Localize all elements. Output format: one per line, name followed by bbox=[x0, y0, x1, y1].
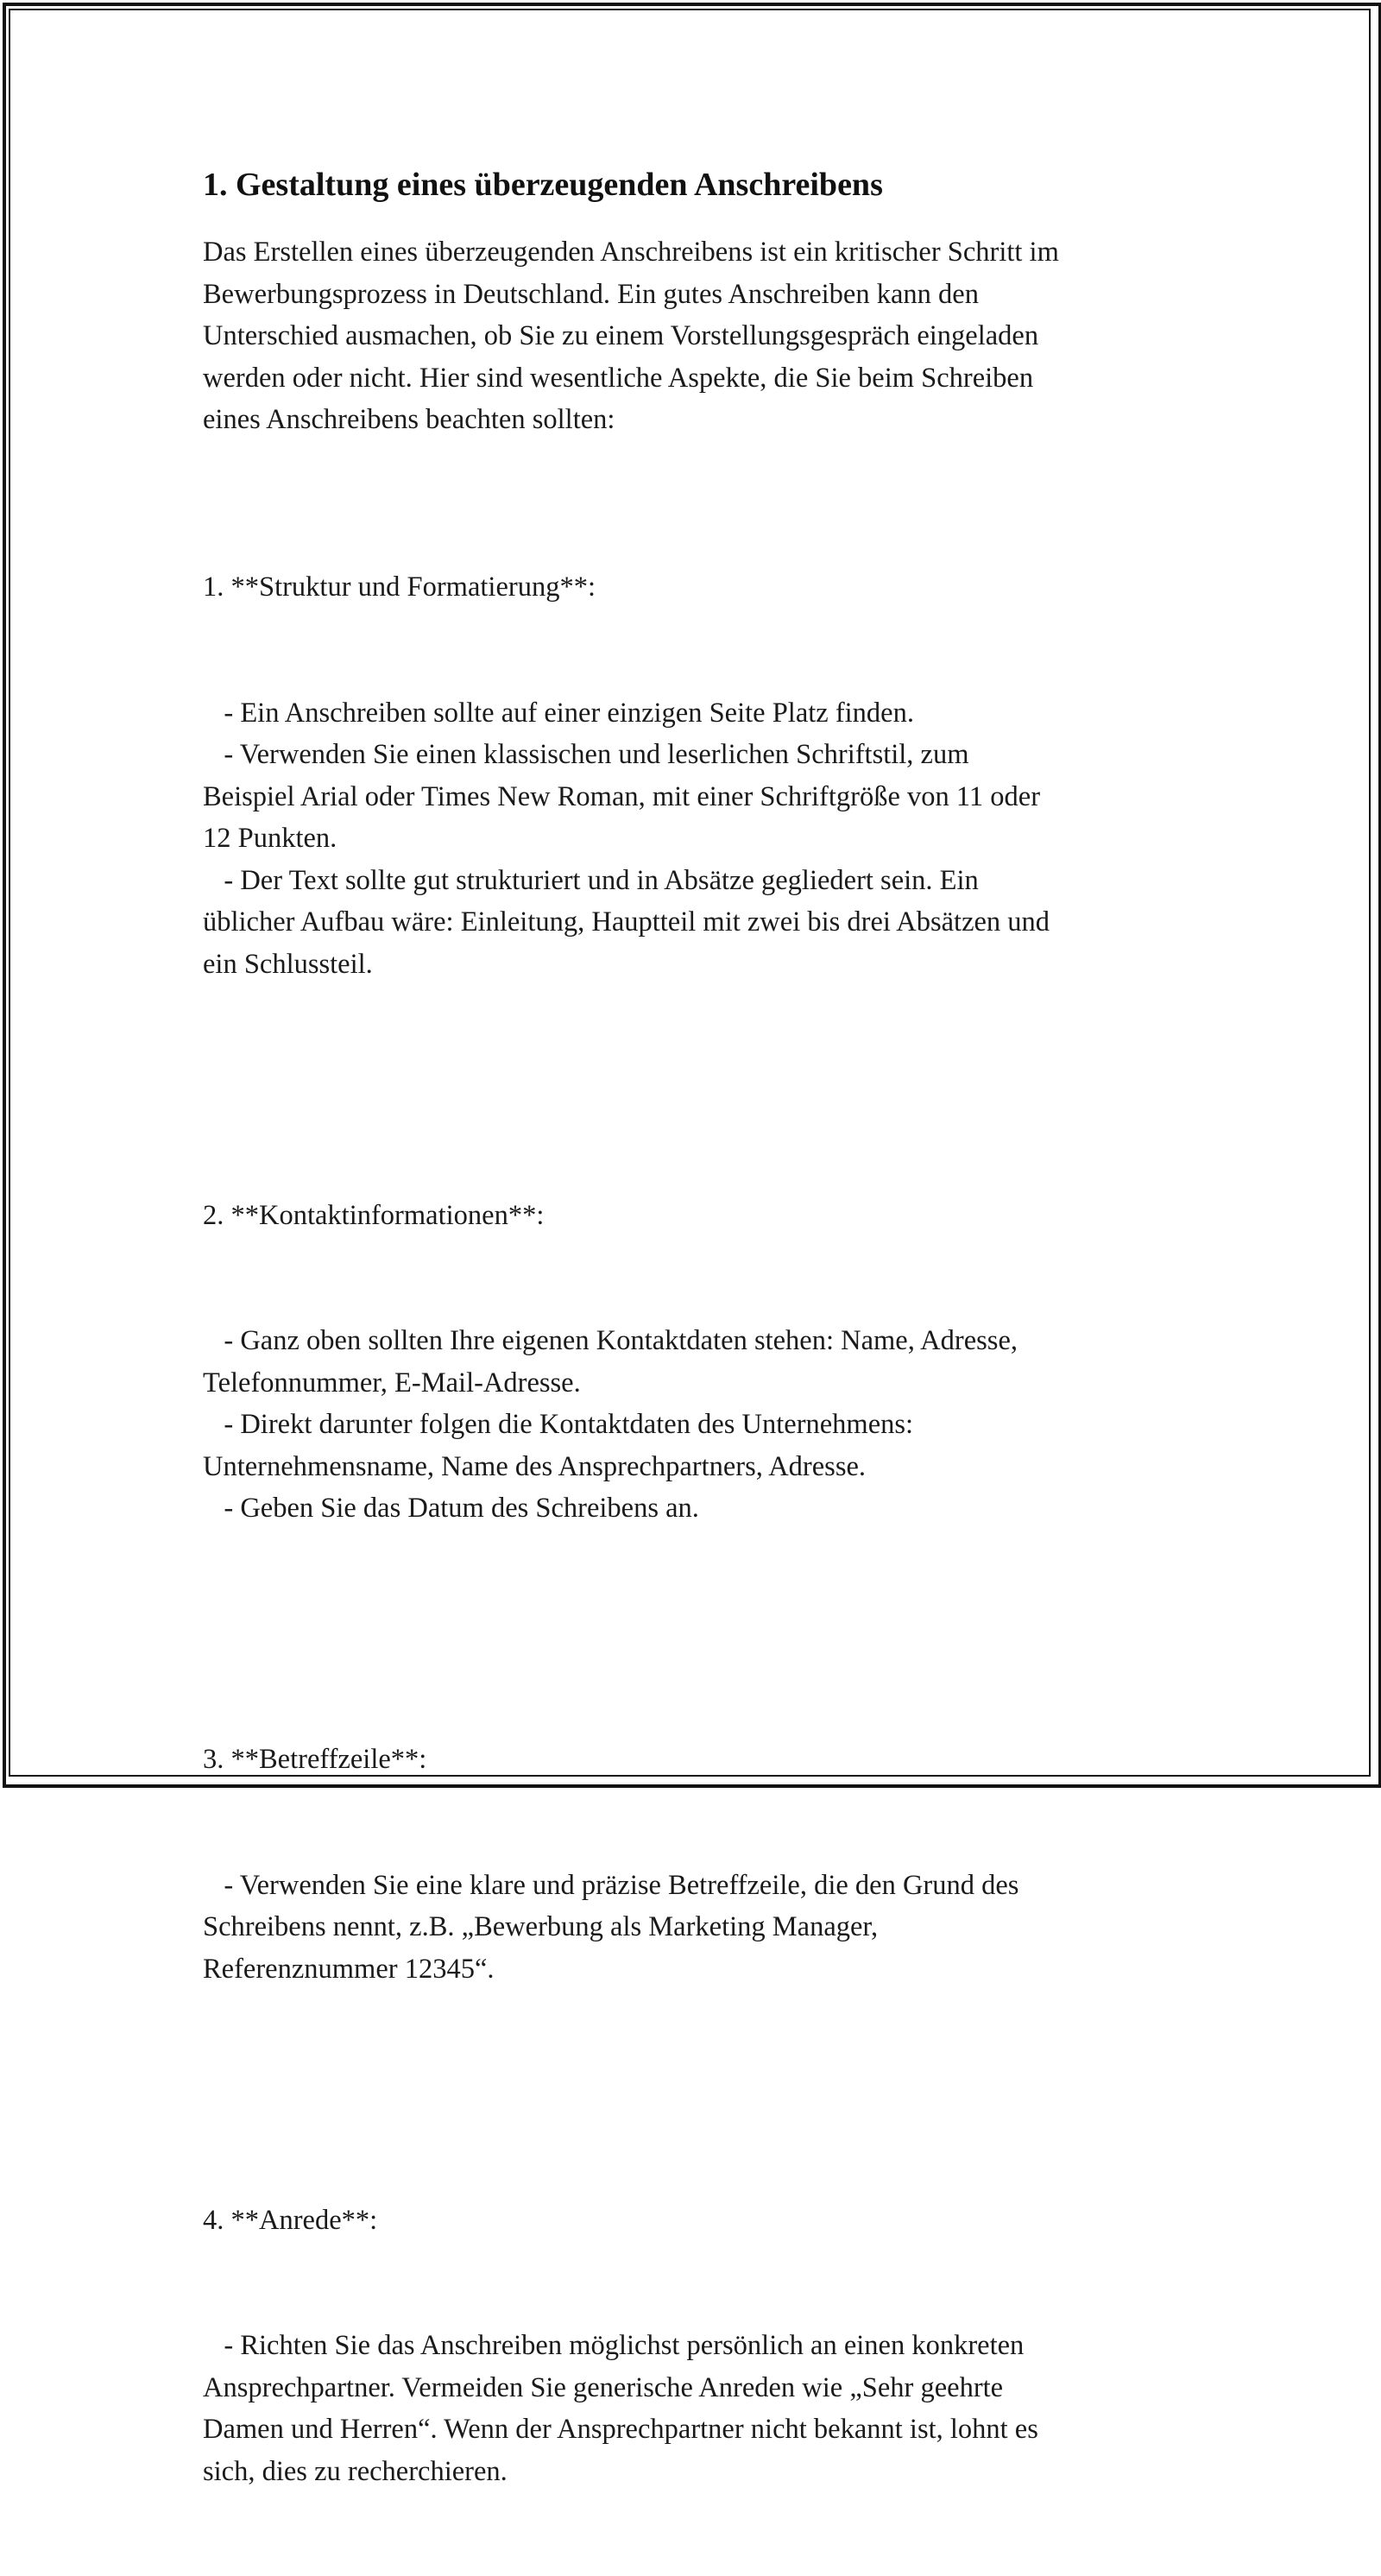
intro-paragraph: Das Erstellen eines überzeugenden Anschreibens ist ein kritischer Schritt im Bewerbungsprozess in Deutschland. Ein gutes Anschreiben kann den Unterschied ausmachen, ob Sie zu einem Vorstellungsgespräch eingeladen werden oder nicht. Hier sind wesentliche Aspekte, die Sie beim Schreiben eines Anschreibens beachten sollten: bbox=[203, 231, 1204, 441]
list-item-body: - Ein Anschreiben sollte auf einer einzigen Seite Platz finden. - Verwenden Sie einen klassischen und leserlichen Schriftstil, zum Beispiel Arial oder Times New Roman, mit einer Schriftgröße von 11 oder 12 Punkten. - Der Text sollte gut strukturiert und in Absätze gegliedert sein. Ein üblicher Aufbau wäre: Einleitung, Hauptteil mit zwei bis drei Absätzen und ein Schlussteil. bbox=[203, 692, 1204, 986]
list-item-body: - Richten Sie das Anschreiben möglichst persönlich an einen konkreten Ansprechpartner. Vermeiden Sie generische Anreden wie „Sehr geehrte Damen und Herren“. Wenn der Ansprechpartner nicht bekannt ist, lohnt es sich, dies zu recherchieren. bbox=[203, 2325, 1204, 2492]
list-item-title: 4. **Anrede**: bbox=[203, 2200, 1204, 2242]
list-item-title: 2. **Kontaktinformationen**: bbox=[203, 1195, 1204, 1237]
list-item-body: - Verwenden Sie eine klare und präzise Betreffzeile, die den Grund des Schreibens nennt, z.B. „Bewerbung als Marketing Manager, Referenznummer 12345“. bbox=[203, 1865, 1204, 1991]
list-item-title: 1. **Struktur und Formatierung**: bbox=[203, 566, 1204, 609]
list-item-title: 3. **Betreffzeile**: bbox=[203, 1739, 1204, 1781]
list-item-kontaktinformationen bbox=[203, 1111, 1204, 1613]
section-heading: 1. Gestaltung eines überzeugenden Anschreibens bbox=[203, 162, 1204, 207]
list-item-struktur bbox=[203, 483, 1204, 1069]
list-item-anrede bbox=[203, 2116, 1204, 2576]
document-page bbox=[203, 162, 1204, 2576]
list-item-betreffzeile bbox=[203, 1655, 1204, 2074]
list-item-body: - Ganz oben sollten Ihre eigenen Kontaktdaten stehen: Name, Adresse, Telefonnummer, E-Mail-Adresse. - Direkt darunter folgen die Kontaktdaten des Unternehmens: Unternehmensname, Name des Ansprechpartners, Adresse. - Geben Sie das Datum des Schreibens an. bbox=[203, 1320, 1204, 1530]
